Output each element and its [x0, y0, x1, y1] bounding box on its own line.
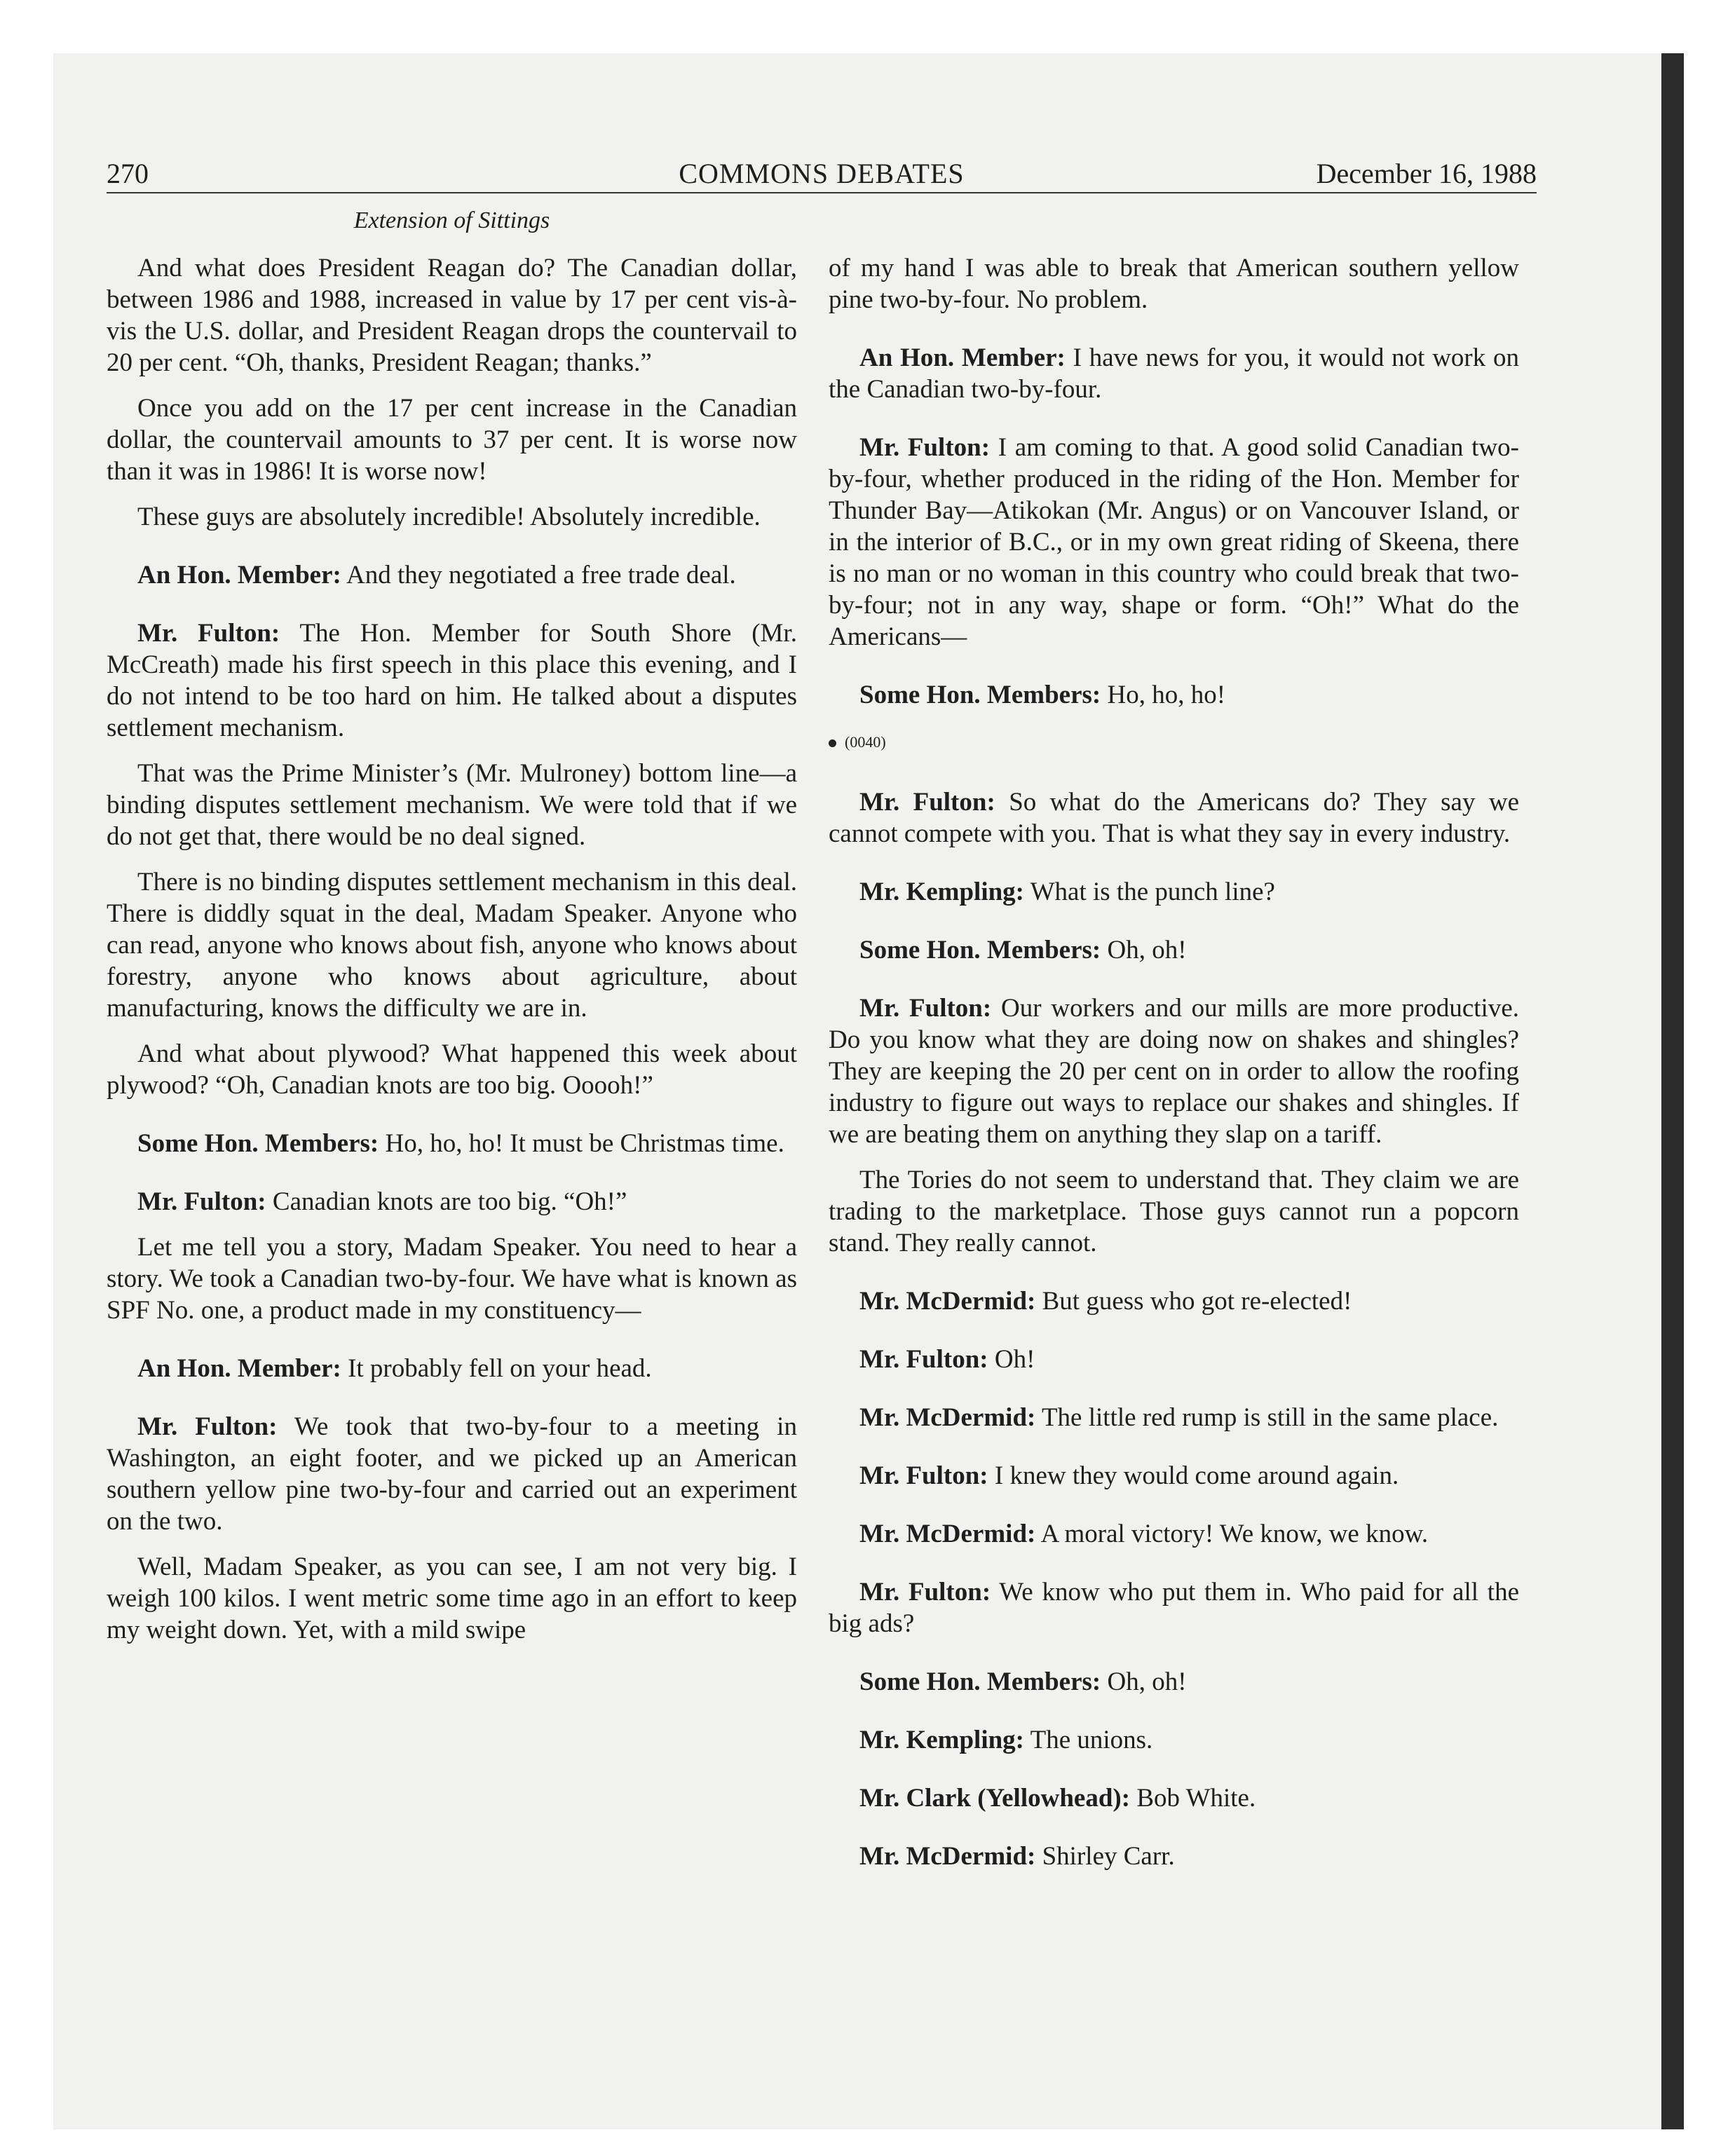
left-column	[107, 252, 797, 1660]
body-paragraph	[107, 1231, 797, 1326]
paragraph-text: Oh!	[994, 1345, 1035, 1374]
speaker-name: Mr. Fulton:	[859, 788, 995, 817]
speech-paragraph	[107, 1411, 797, 1537]
paragraph-text: The Tories do not seem to understand that. They claim we are trading to the marketplace. Those guys cannot run a popcorn stand. They really cannot.	[829, 1166, 1519, 1257]
header-date: December 16, 1988	[1316, 158, 1537, 189]
paragraph-text: A moral victory! We know, we know.	[1040, 1520, 1429, 1548]
speaker-name: Mr. McDermid:	[859, 1287, 1036, 1316]
speaker-name: Some Hon. Members:	[859, 936, 1101, 964]
document-page	[107, 156, 1537, 2048]
paragraph-text: Well, Madam Speaker, as you can see, I am not very big. I weigh 100 kilos. I went metric some time ago in an effort to keep my weight down. Yet, with a mild swipe	[107, 1553, 797, 1644]
running-header	[107, 156, 1537, 193]
speaker-name: Some Hon. Members:	[859, 681, 1101, 709]
page-number: 270	[107, 158, 149, 189]
paragraph-text: And what about plywood? What happened this week about plywood? “Oh, Canadian knots are too big. Ooooh!”	[107, 1039, 797, 1100]
right-column	[829, 252, 1519, 1886]
speech-paragraph	[829, 934, 1519, 966]
paragraph-text: And what does President Reagan do? The Canadian dollar, between 1986 and 1988, increased in value by 17 per cent vis-à-vis the U.S. dollar, and President Reagan drops the countervail to 20 per cent. “Oh, thanks, President Reagan; thanks.”	[107, 254, 797, 377]
paragraph-text: Shirley Carr.	[1042, 1842, 1175, 1871]
speech-paragraph	[107, 1186, 797, 1217]
speaker-name: Mr. Clark (Yellowhead):	[859, 1784, 1131, 1813]
paragraph-text: I am coming to that. A good solid Canadian two-by-four, whether produced in the riding of the Hon. Member for Thunder Bay—Atikokan (Mr. Angus) or on Vancouver Island, or in the interior of B.C., or in my own great riding of Skeena, there is no man or no woman in this country who could break that two-by-four; not in any way, shape or form. “Oh!” What do the Americans—	[829, 433, 1519, 651]
paragraph-text: The unions.	[1030, 1726, 1153, 1754]
speech-paragraph	[107, 559, 797, 591]
paragraph-text: These guys are absolutely incredible! Absolutely incredible.	[137, 503, 761, 531]
paragraph-text: The little red rump is still in the same place.	[1041, 1403, 1499, 1432]
section-title: Extension of Sittings	[353, 207, 550, 233]
speech-paragraph	[829, 1344, 1519, 1375]
paragraph-text: What is the punch line?	[1030, 878, 1275, 906]
speaker-name: Mr. Fulton:	[137, 619, 280, 648]
paragraph-text: I knew they would come around again.	[994, 1461, 1399, 1490]
timestamp-marker	[829, 732, 1519, 753]
speech-paragraph	[829, 1402, 1519, 1433]
speech-paragraph	[829, 1576, 1519, 1639]
body-paragraph	[107, 866, 797, 1024]
paragraph-text: Ho, ho, ho!	[1107, 681, 1226, 709]
body-paragraph	[107, 758, 797, 852]
speaker-name: An Hon. Member:	[137, 1354, 341, 1383]
paragraph-text: Our workers and our mills are more productive. Do you know what they are doing now on shakes and shingles? They are keeping the 20 per cent on in order to allow the roofing industry to figure out ways to replace our shakes and shingles. If we are beating them on anything they slap on a tariff.	[829, 994, 1519, 1149]
speaker-name: Mr. McDermid:	[859, 1520, 1036, 1548]
speech-paragraph	[829, 1724, 1519, 1756]
speech-paragraph	[107, 618, 797, 744]
speaker-name: An Hon. Member:	[137, 561, 341, 589]
paragraph-text: Oh, oh!	[1107, 936, 1187, 964]
paragraph-text: It probably fell on your head.	[348, 1354, 652, 1383]
paragraph-text: Canadian knots are too big. “Oh!”	[272, 1187, 627, 1216]
timestamp-text: (0040)	[845, 733, 886, 751]
speaker-name: Some Hon. Members:	[137, 1129, 379, 1158]
speech-paragraph	[829, 1666, 1519, 1698]
speech-paragraph	[829, 786, 1519, 850]
speech-paragraph	[829, 1460, 1519, 1492]
paragraph-text: There is no binding disputes settlement mechanism in this deal. There is diddly squat in the deal, Madam Speaker. Anyone who can read, anyone who knows about fish, anyone who knows about forestry, anyone who knows about agriculture, about manufacturing, knows the difficulty we are in.	[107, 868, 797, 1023]
speaker-name: Mr. McDermid:	[859, 1403, 1036, 1432]
paragraph-text: The Hon. Member for South Shore (Mr. McCreath) made his first speech in this place this evening, and I do not intend to be too hard on him. He talked about a disputes settlement mechanism.	[107, 619, 797, 742]
speaker-name: Mr. Kempling:	[859, 878, 1025, 906]
speech-paragraph	[107, 1353, 797, 1384]
body-paragraph	[107, 1551, 797, 1646]
paragraph-text: I have news for you, it would not work on the Canadian two-by-four.	[829, 343, 1519, 404]
paragraph-text: We took that two-by-four to a meeting in Washington, an eight footer, and we picked up an American southern yellow pine two-by-four and carried out an experiment on the two.	[107, 1412, 797, 1536]
speech-paragraph	[829, 1841, 1519, 1872]
right-column-top	[829, 252, 1519, 711]
speaker-name: Mr. Fulton:	[137, 1412, 278, 1441]
speaker-name: Mr. Kempling:	[859, 1726, 1025, 1754]
scan-edge-bar	[1661, 53, 1684, 2129]
bullet-icon	[829, 739, 836, 747]
speech-paragraph	[829, 679, 1519, 711]
speech-paragraph	[829, 1285, 1519, 1317]
paragraph-text: Bob White.	[1136, 1784, 1256, 1813]
speaker-name: Mr. Fulton:	[859, 1578, 991, 1606]
paragraph-text: Ho, ho, ho! It must be Christmas time.	[385, 1129, 784, 1158]
paragraph-text: But guess who got re-elected!	[1042, 1287, 1352, 1316]
speaker-name: Mr. Fulton:	[859, 433, 991, 462]
speech-paragraph	[829, 432, 1519, 653]
body-paragraph	[107, 501, 797, 533]
publication-title: COMMONS DEBATES	[679, 158, 965, 189]
paragraph-text: So what do the Americans do? They say we cannot compete with you. That is what they say in every industry.	[829, 788, 1520, 848]
speaker-name: Mr. Fulton:	[859, 1345, 988, 1374]
speaker-name: An Hon. Member:	[859, 343, 1066, 372]
body-paragraph	[107, 1038, 797, 1101]
speech-paragraph	[829, 876, 1519, 908]
paragraph-text: That was the Prime Minister’s (Mr. Mulroney) bottom line—a binding disputes settlement mechanism. We were told that if we do not get that, there would be no deal signed.	[107, 759, 797, 851]
body-paragraph	[107, 393, 797, 487]
right-column-bottom	[829, 786, 1519, 1872]
paragraph-text: of my hand I was able to break that American southern yellow pine two-by-four. No problem.	[829, 254, 1519, 314]
speech-paragraph	[829, 992, 1519, 1150]
speech-paragraph	[829, 1782, 1519, 1814]
body-paragraph	[829, 1164, 1519, 1259]
speaker-name: Mr. Fulton:	[137, 1187, 266, 1216]
speech-paragraph	[829, 1518, 1519, 1550]
speech-paragraph	[829, 342, 1519, 405]
body-paragraph	[107, 252, 797, 378]
speech-paragraph	[107, 1128, 797, 1159]
speaker-name: Mr. McDermid:	[859, 1842, 1036, 1871]
paragraph-text: Oh, oh!	[1107, 1667, 1187, 1696]
paragraph-text: We know who put them in. Who paid for all the big ads?	[829, 1578, 1519, 1638]
paragraph-text: Let me tell you a story, Madam Speaker. You need to hear a story. We took a Canadian two-by-four. We have what is known as SPF No. one, a product made in my constituency—	[107, 1233, 797, 1325]
speaker-name: Some Hon. Members:	[859, 1667, 1101, 1696]
body-paragraph	[829, 252, 1519, 315]
speaker-name: Mr. Fulton:	[859, 994, 992, 1023]
paragraph-text: And they negotiated a free trade deal.	[346, 561, 736, 589]
speaker-name: Mr. Fulton:	[859, 1461, 988, 1490]
paragraph-text: Once you add on the 17 per cent increase in the Canadian dollar, the countervail amounts to 37 per cent. It is worse now than it was in 1986! It is worse now!	[107, 394, 797, 486]
